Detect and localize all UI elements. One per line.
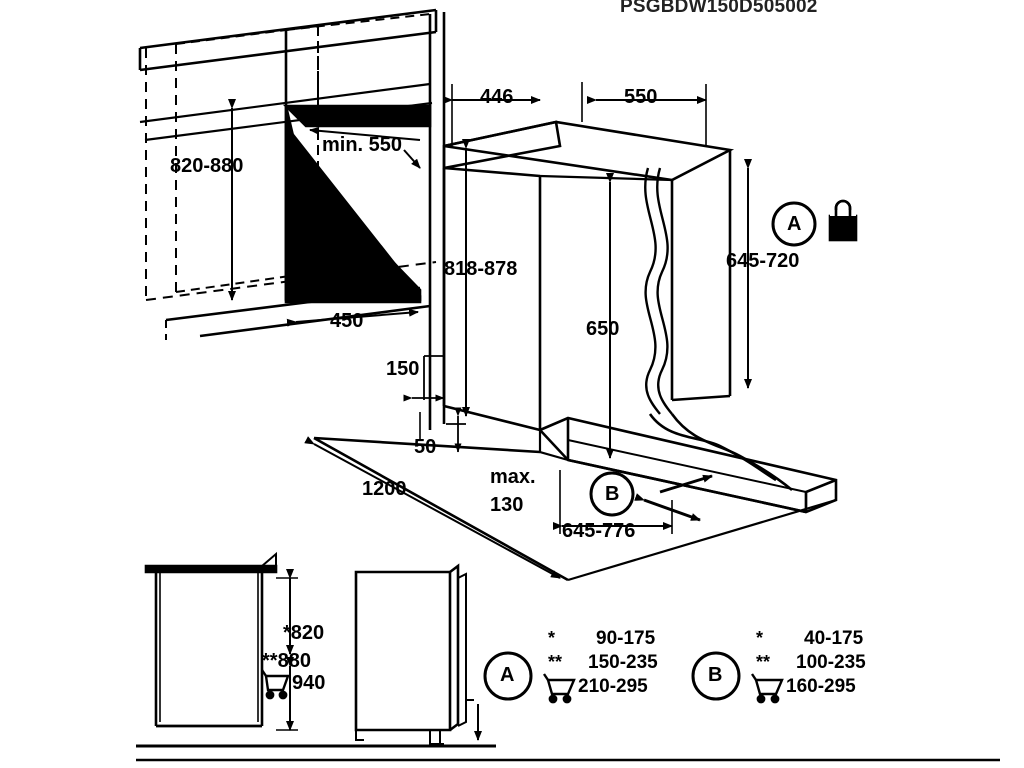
badge-b-bottom: B	[708, 664, 723, 686]
dim-niche-height: 820-880	[170, 155, 244, 177]
legend-a-marker-2: **	[548, 652, 563, 672]
dim-appliance-height: 818-878	[444, 258, 518, 280]
legend-b-marker-2: **	[756, 652, 771, 672]
legend-b-value-3: 160-295	[786, 676, 856, 697]
lock-icon-vector	[830, 201, 856, 240]
dim-inner-height: 650	[586, 318, 620, 340]
bottom-height-double-star: **880	[262, 650, 311, 672]
badge-a-bottom: A	[500, 664, 515, 686]
legend-b-marker-1: *	[756, 628, 764, 648]
dim-top-depth-right: 550	[624, 86, 658, 108]
bottom-height-cart: 940	[292, 672, 326, 694]
badge-a-top: A	[787, 213, 802, 235]
dim-max-value: 130	[490, 494, 524, 516]
dim-max-label: max.	[490, 466, 536, 488]
dim-offset-150: 150	[386, 358, 420, 380]
trolley-icon-vector	[262, 670, 782, 702]
dim-hose-range: 645-776	[562, 520, 636, 542]
dim-door-width: 450	[330, 310, 364, 332]
dim-min-depth: min. 550	[322, 134, 403, 156]
legend-a-value-3: 210-295	[578, 676, 648, 697]
drawing-code: PSGBDW150D505002	[620, 0, 818, 17]
dim-side-height: 645-720	[726, 250, 800, 272]
badge-b-mid: B	[605, 483, 620, 505]
legend-a-marker-1: *	[548, 628, 556, 648]
legend-b-value-1: 40-175	[804, 628, 864, 649]
bottom-height-star: *820	[283, 622, 325, 644]
dim-width-1200: 1200	[362, 478, 407, 500]
legend-a-value-1: 90-175	[596, 628, 656, 649]
legend-a-value-2: 150-235	[588, 652, 658, 673]
dim-offset-50: 50	[414, 436, 437, 458]
legend-b-value-2: 100-235	[796, 652, 866, 673]
dim-top-depth-left: 446	[480, 86, 514, 108]
